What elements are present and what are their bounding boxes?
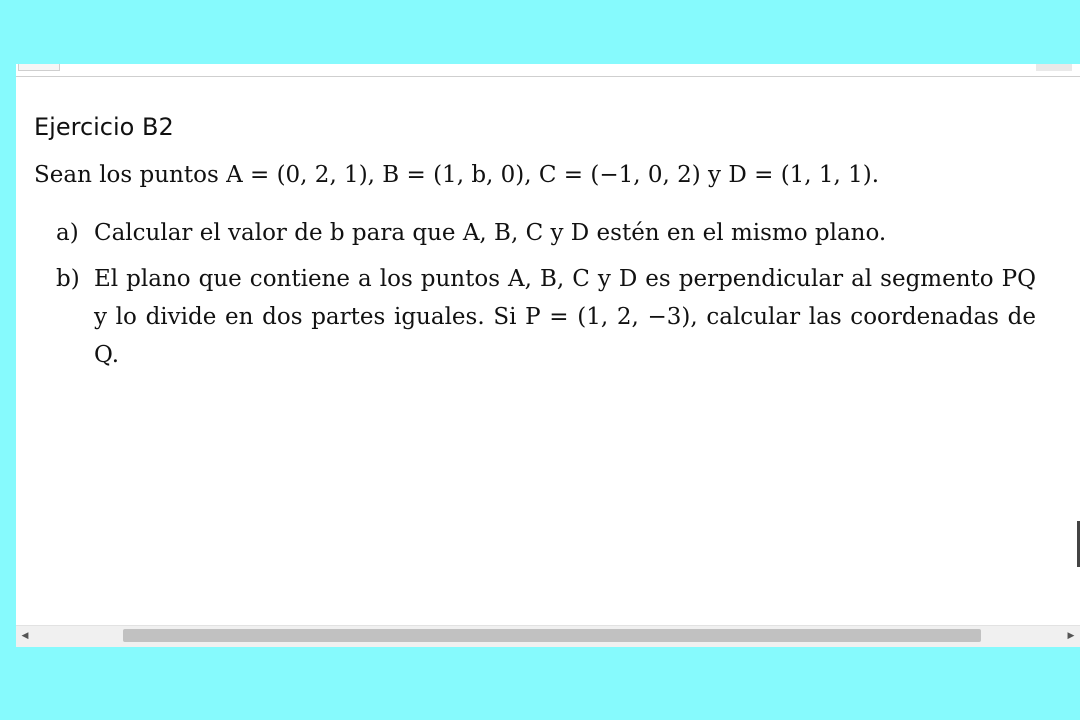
item-label: a) bbox=[56, 220, 79, 246]
item-text: Calcular el valor de b para que A, B, C y D estén en el mismo plano. bbox=[94, 220, 887, 246]
top-toolbar-strip bbox=[16, 64, 1080, 77]
exercise-item-a bbox=[56, 214, 1036, 252]
exercise-item-b bbox=[56, 260, 1036, 374]
scroll-right-arrow-icon[interactable]: ▶ bbox=[1067, 631, 1075, 641]
horizontal-scrollbar[interactable] bbox=[16, 625, 1080, 647]
document-content bbox=[16, 77, 1080, 625]
exercise-intro: Sean los puntos A = (0, 2, 1), B = (1, b, 0), C = (−1, 0, 2) y D = (1, 1, 1). bbox=[34, 162, 880, 188]
scrollbar-thumb[interactable] bbox=[123, 629, 981, 642]
scroll-left-arrow-icon[interactable]: ◀ bbox=[21, 631, 29, 641]
document-window bbox=[16, 64, 1080, 646]
top-right-tab[interactable] bbox=[1036, 64, 1072, 71]
exercise-title: Ejercicio B2 bbox=[34, 113, 174, 141]
item-label: b) bbox=[56, 266, 80, 292]
item-text: El plano que contiene a los puntos A, B, C y D es perpendicular al segmento PQ y lo divide en dos partes iguales. Si P = (1, 2, −3), calcular las coordenadas de Q. bbox=[94, 266, 1036, 368]
top-left-tab[interactable] bbox=[18, 64, 60, 71]
